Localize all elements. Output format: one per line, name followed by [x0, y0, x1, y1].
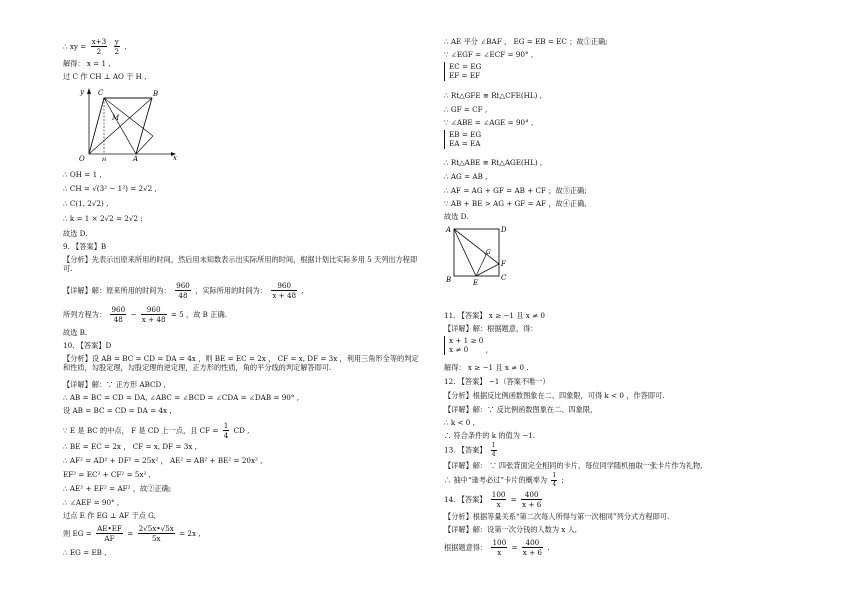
text-line: ∴ AF = AG + GF = AB + CF ；故③正确;: [444, 186, 587, 195]
answer-heading: 10. 【答案】D: [63, 341, 112, 350]
text-line: ∵ ∠ABE = ∠AGE = 90° ,: [444, 118, 534, 127]
text-line: 设 AB = BC = CD = DA = 4x ,: [63, 406, 172, 415]
text-line: ∴ C(1, 2√2) ,: [63, 199, 109, 208]
equation-system: [444, 62, 481, 81]
fraction: $\frac{y}{2}$: [114, 37, 120, 57]
text-line: 【详解】解： ∵ 四张背面完全相同的卡片，每位同学随机抽取一张卡片作为礼物,: [444, 461, 703, 470]
fraction: $\frac{2√5x•√5x}{5x}$: [138, 524, 174, 544]
equation-line: 则 EG = $\frac{AE•EF}{AF}$ = $\frac{2√5x•√5x}{5x}$ = 2x ,: [63, 524, 201, 544]
fraction: $\frac{100}{x}$: [491, 490, 506, 510]
fraction: $\frac{100}{x}$: [492, 538, 507, 558]
fraction: $\frac{400}{x + 6}$: [522, 490, 542, 510]
text-line: ∴ AB = BC = CD = DA, ∠ABC = ∠BCD = ∠CDA = ∠DAB = 90° ,: [63, 393, 300, 402]
text-line: ∴ OH = 1 ,: [63, 170, 102, 179]
point-label-o: O: [79, 155, 85, 162]
text-line: 【详解】解：根据题意，得：: [444, 324, 538, 333]
analysis-paragraph: 【分析】根据反比例函数图象在二、四象限，可得 k < 0 ，作答即可.: [444, 391, 665, 400]
text-line: ∴ Rt△GFE ≌ Rt△CFE(HL) ,: [444, 91, 543, 100]
analysis-paragraph: 【分析】根据等量关系“第二次每人所得与第一次相同”列分式方程即可.: [444, 512, 670, 521]
equation-line: 根据题意得： $\frac{100}{x}$ = $\frac{400}{x + 6}$ .: [444, 538, 550, 558]
text-line: ∴ k < 0 ,: [444, 418, 475, 427]
text-line: 解得： x = 1 ,: [63, 59, 111, 68]
point-label-b: B: [446, 276, 452, 284]
answer-heading: 13. 【答案】 $\frac{1}{4}$: [444, 442, 496, 458]
answer-heading: 11. 【答案】 x ≥ −1 且 x ≠ 0: [444, 311, 545, 320]
point-label-a: A: [446, 226, 452, 234]
fraction: $\frac{1}{4}$: [552, 472, 557, 488]
point-label-c: C: [98, 89, 104, 97]
analysis-paragraph: 【分析】设 AB = BC = CD = DA = 4x ，则 BE = EC = 2x ， CF = x, DF = 3x ，利用三角形全等的判定和性质，勾股定理，勾股定理的逆定理，正方形的性质，角的平分线的判定解答即可.: [63, 354, 419, 373]
point-label-d: D: [501, 226, 507, 234]
text-line: ∴ AE² + EF² = AF² ，故②正确;: [63, 484, 172, 493]
fraction: $\frac{960}{48}$: [176, 281, 190, 301]
fraction: $\frac{400}{x + 6}$: [522, 538, 542, 558]
brace: x + 1 ≥ 0 x ≠ 0: [444, 336, 483, 355]
text-line: 【详解】解：∵ 反比例函数图象在二、四象限，: [444, 405, 598, 414]
detail-line: 【详解】解：原来所用的时间为： $\frac{960}{48}$ ，实际所用的时间为： $\frac{960}{x + 48}$ ,: [63, 281, 304, 301]
text-line: ∴ AF² = AD² + DF² = 25x² ， AE² = AB² + BE² = 20x² ,: [63, 456, 263, 465]
text-line: ∴ 符合条件的 k 的值为 −1.: [444, 431, 536, 440]
point-label-h: H: [102, 157, 107, 162]
brace: EB = EG EA = EA: [444, 130, 481, 149]
point-label-b: B: [153, 90, 159, 98]
fraction: $\frac{960}{x + 48}$: [141, 305, 166, 325]
text-line: ∴ CH = √(3² − 1²) = 2√2 ,: [63, 184, 157, 193]
brace: EC = EG EF = EF: [444, 62, 481, 81]
equation-system: [444, 130, 481, 149]
fraction: $\frac{AE•EF}{AF}$: [97, 524, 122, 544]
text-line: ∴ AG = AB ,: [444, 172, 488, 181]
fraction: $\frac{960}{x + 48}$: [272, 281, 297, 301]
text-line: ∴ k = 1 × 2√2 = 2√2 ;: [63, 214, 143, 223]
text-line: ∴ BE = EC = 2x ， CF = x, DF = 3x ,: [63, 442, 197, 451]
analysis-paragraph: 【分析】先表示出原来所用的时间，然后用未知数表示出实际所用的时间，根据计划比实际多用 5 天列出方程即可.: [63, 255, 418, 274]
point-label-m: M: [112, 114, 120, 122]
text-line: 【详解】解：∵ 正方形 ABCD ,: [63, 380, 166, 389]
fraction: $\frac{960}{48}$: [111, 305, 126, 325]
text-line: 过 C 作 CH ⊥ AO 于 H ,: [63, 72, 147, 81]
answer-heading: 12. 【答案】 −1（答案不唯一）: [444, 377, 550, 386]
answer-heading: 9. 【答案】B: [63, 242, 107, 251]
text-line: ∴ EG = EB ,: [63, 548, 107, 557]
text-line: ∵ AB + BE > AG + GF = AF ，故④正确,: [444, 199, 587, 208]
point-label-e: E: [473, 279, 479, 287]
text-line: ∴ Rt△ABE ≌ Rt△AGE(HL) ,: [444, 158, 543, 167]
text-line: EF² = EC² + CF² = 5x² ,: [63, 470, 151, 479]
text-line: ∴ ∠AEF = 90° ,: [63, 498, 120, 507]
answer-heading: 14. 【答案】 $\frac{100}{x}$ = $\frac{400}{x + 6}$: [444, 490, 542, 510]
text-line: 故选 D.: [444, 212, 469, 221]
text-line: 故选 B.: [63, 328, 88, 337]
fraction: $\frac{1}{4}$: [491, 442, 496, 458]
square-figure: [444, 222, 516, 288]
text-line: 过点 E 作 EG ⊥ AF 于点 G,: [63, 511, 156, 520]
text-line: ∵ ∠EGF = ∠ECF = 90° ,: [444, 50, 534, 59]
point-label-a: A: [133, 155, 139, 162]
fraction: $\frac{x+3}{2}$: [91, 37, 107, 57]
text-line: ∴ GF = CF ,: [444, 105, 488, 114]
text-line: 【详解】解：设第一次分钱的人数为 x 人,: [444, 525, 578, 534]
equation-system: x + 1 ≥ 0 x ≠ 0 ,: [444, 336, 488, 355]
axis-label-x: x: [173, 154, 177, 162]
point-label-c: C: [501, 274, 507, 282]
coordinate-figure: [73, 86, 183, 162]
eq-line: ∴ xy = $\frac{x+3}{2}$ $\frac{y}{2}$ ,: [63, 37, 127, 57]
equation-line: 所列方程为： $\frac{960}{48}$ − $\frac{960}{x + 48}$ = 5 ，故 B 正确.: [63, 305, 227, 325]
text-line: ∴ AE 平分 ∠BAF ， EG = EB = EC ；故①正确;: [444, 37, 608, 46]
text-line: ∵ E 是 BC 的中点， F 是 CD 上一点，且 CF = $\frac{1}{4}$ CD ,: [63, 421, 250, 441]
point-label-g: G: [486, 249, 491, 256]
text-line: ∴ 抽中“逢考必过”卡片的概率为 $\frac{1}{4}$ ;: [444, 472, 564, 488]
axis-label-y: y: [80, 88, 84, 96]
fraction: $\frac{1}{4}$: [223, 421, 229, 441]
point-label-f: F: [501, 260, 506, 268]
text-line: 故选 D.: [63, 229, 88, 238]
text-line: 解得： x ≥ −1 且 x ≠ 0 .: [444, 363, 529, 372]
